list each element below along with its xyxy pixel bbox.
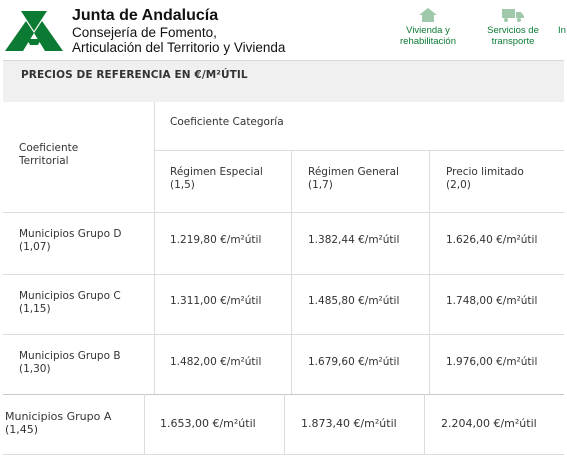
nav-truncated[interactable] bbox=[557, 8, 567, 36]
grid-line bbox=[3, 274, 564, 275]
org-title: Junta de Andalucía bbox=[72, 7, 219, 24]
column-header-name: Precio limitado bbox=[446, 166, 524, 178]
nav-vivienda-label-2: rehabilitación bbox=[400, 36, 456, 47]
price-cell: 1.485,80 €/m²útil bbox=[308, 295, 400, 307]
row-label-coef: (1,30) bbox=[19, 363, 51, 375]
price-cell: 1.873,40 €/m²útil bbox=[301, 417, 397, 430]
row-label-name: Municipios Grupo D bbox=[19, 228, 122, 240]
price-cell: 1.219,80 €/m²útil bbox=[170, 234, 262, 246]
column-header bbox=[446, 166, 524, 192]
row-label-coef: (1,45) bbox=[5, 423, 39, 436]
column-group-header: Coeficiente Categoría bbox=[170, 116, 284, 128]
grid-line bbox=[154, 150, 564, 151]
grid-line bbox=[424, 394, 425, 454]
row-label-name: Municipios Grupo C bbox=[19, 290, 121, 302]
table-title: PRECIOS DE REFERENCIA EN €/M²ÚTIL bbox=[21, 69, 248, 81]
house-icon bbox=[419, 8, 437, 22]
column-header-name: Régimen General bbox=[308, 166, 399, 178]
column-header-coef: (2,0) bbox=[446, 179, 471, 191]
grid-line bbox=[3, 454, 564, 455]
grid-line bbox=[3, 334, 564, 335]
org-subtitle-line2: Articulación del Territorio y Vivienda bbox=[72, 40, 286, 55]
site-header bbox=[0, 0, 564, 62]
grid-line bbox=[284, 394, 285, 454]
truck-icon bbox=[502, 8, 524, 22]
price-cell: 1.653,00 €/m²útil bbox=[160, 417, 256, 430]
row-label-name: Municipios Grupo A bbox=[5, 410, 112, 423]
column-header bbox=[170, 166, 263, 192]
row-label-coef: (1,15) bbox=[19, 303, 51, 315]
nav-transporte-label-1: Servicios de bbox=[487, 25, 539, 36]
price-cell: 1.626,40 €/m²útil bbox=[446, 234, 538, 246]
nav-vivienda[interactable] bbox=[392, 8, 464, 47]
org-subtitle-line1: Consejería de Fomento, bbox=[72, 25, 217, 40]
grid-line bbox=[3, 212, 564, 213]
column-header bbox=[308, 166, 399, 192]
price-cell: 1.382,44 €/m²útil bbox=[308, 234, 400, 246]
column-header-coef: (1,7) bbox=[308, 179, 333, 191]
grid-line bbox=[154, 102, 155, 394]
nav-transporte-label-2: transporte bbox=[491, 36, 535, 47]
price-cell: 1.976,00 €/m²útil bbox=[446, 356, 538, 368]
price-cell: 1.748,00 €/m²útil bbox=[446, 295, 538, 307]
row-label bbox=[19, 290, 121, 316]
grid-line bbox=[429, 150, 430, 394]
row-label-coef: (1,07) bbox=[19, 241, 51, 253]
nav-transporte[interactable] bbox=[478, 8, 548, 47]
table-title-bar bbox=[3, 60, 564, 102]
junta-logo-icon[interactable] bbox=[5, 9, 63, 51]
row-label-name: Municipios Grupo B bbox=[19, 350, 121, 362]
row-label bbox=[19, 228, 121, 254]
row-header-line2: Territorial bbox=[19, 155, 69, 167]
grid-line bbox=[291, 150, 292, 394]
row-header bbox=[19, 142, 78, 168]
nav-vivienda-label-1: Vivienda y bbox=[406, 25, 450, 36]
nav-truncated-label: In bbox=[558, 25, 566, 36]
price-cell: 1.482,00 €/m²útil bbox=[170, 356, 262, 368]
row-label bbox=[5, 410, 111, 436]
price-cell: 1.679,60 €/m²útil bbox=[308, 356, 400, 368]
grid-line bbox=[144, 394, 145, 454]
price-cell: 1.311,00 €/m²útil bbox=[170, 295, 262, 307]
row-label bbox=[19, 350, 121, 376]
reference-price-table bbox=[3, 102, 564, 461]
organization-name bbox=[72, 7, 285, 55]
column-header-name: Régimen Especial bbox=[170, 166, 263, 178]
row-header-line1: Coeficiente bbox=[19, 142, 79, 154]
column-header-coef: (1,5) bbox=[170, 179, 195, 191]
price-cell: 2.204,00 €/m²útil bbox=[441, 417, 537, 430]
